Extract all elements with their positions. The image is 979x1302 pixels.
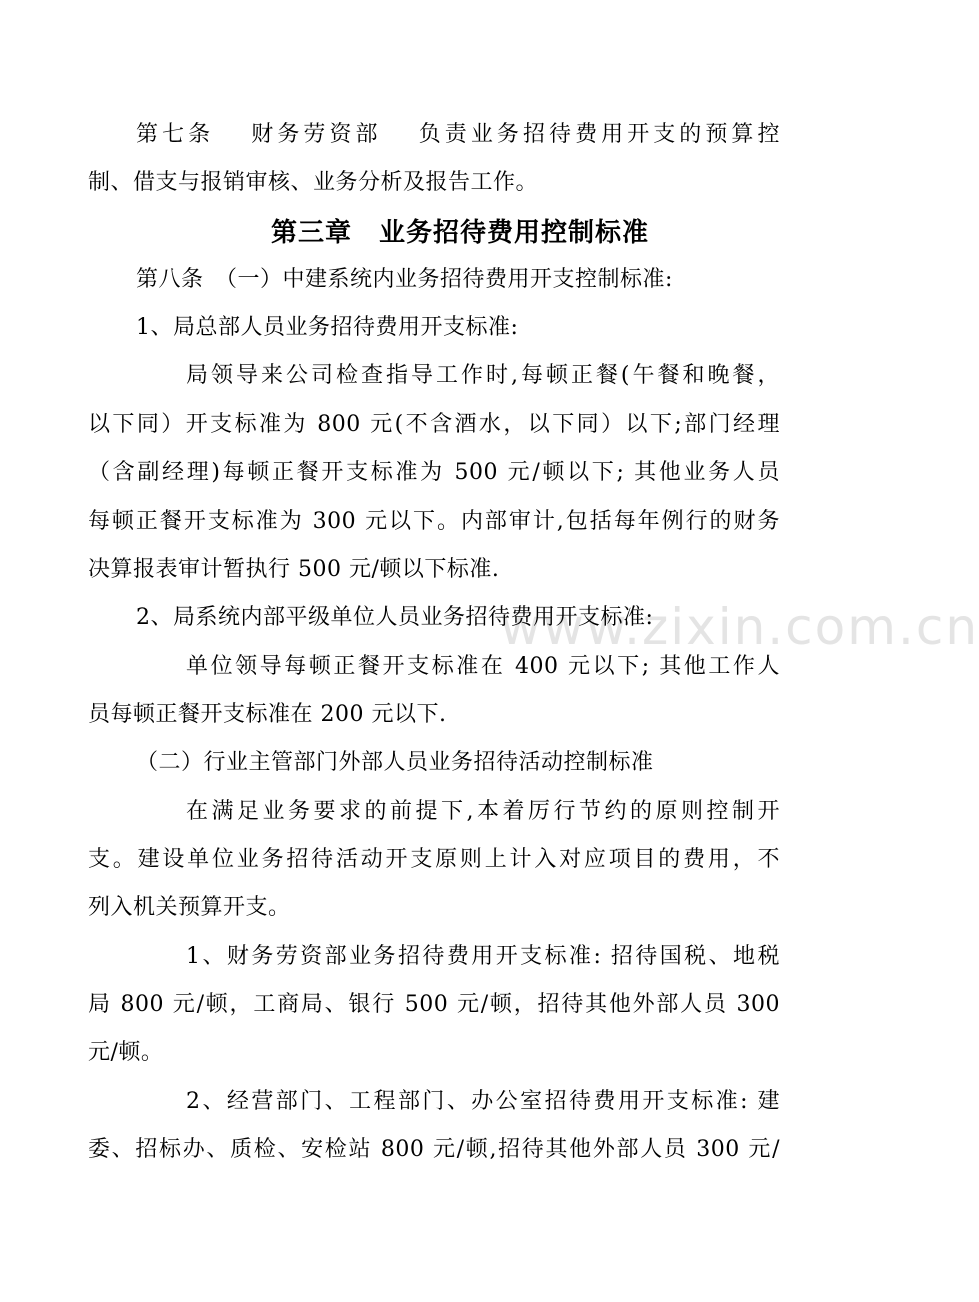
paragraph-1-line-1: 局领导来公司检查指导工作时,每顿正餐(午餐和晚餐， [186, 363, 780, 388]
paragraph-5-line-2: 委、招标办、质检、安检站 800 元/顿,招待其他外部人员 300 元/ [88, 1137, 780, 1162]
paragraph-4-line-3: 元/顿。 [88, 1040, 164, 1065]
subsection-2-title: （二）行业主管部门外部人员业务招待活动控制标准 [136, 750, 654, 775]
paragraph-3-line-2: 支。建设单位业务招待活动开支原则上计入对应项目的费用，不 [88, 847, 780, 872]
section-2-title: 2、局系统内部平级单位人员业务招待费用开支标准: [136, 605, 654, 630]
paragraph-3-line-1: 在满足业务要求的前提下,本着厉行节约的原则控制开 [186, 799, 780, 824]
paragraph-4-line-1: 1、财务劳资部业务招待费用开支标准: 招待国税、地税 [186, 944, 780, 969]
paragraph-1-line-2: 以下同）开支标准为 800 元(不含酒水，以下同）以下;部门经理 [88, 412, 780, 437]
paragraph-4-line-2: 局 800 元/顿，工商局、银行 500 元/顿，招待其他外部人员 300 [88, 992, 780, 1017]
article-7-line-2: 制、借支与报销审核、业务分析及报告工作。 [88, 170, 539, 195]
paragraph-3-line-3: 列入机关预算开支。 [88, 895, 291, 920]
paragraph-2-line-1: 单位领导每顿正餐开支标准在 400 元以下; 其他工作人 [186, 654, 780, 679]
paragraph-1-line-5: 决算报表审计暂执行 500 元/顿以下标准. [88, 557, 500, 582]
section-1-title: 1、局总部人员业务招待费用开支标准: [136, 315, 519, 340]
paragraph-2-line-2: 员每顿正餐开支标准在 200 元以下. [88, 702, 447, 727]
article-7-line-1: 第七条 财务劳资部 负责业务招待费用开支的预算控 [136, 122, 780, 147]
paragraph-5-line-1: 2、经营部门、工程部门、办公室招待费用开支标准: 建 [186, 1089, 780, 1114]
watermark: www.zixin.com.cn [500, 598, 979, 656]
article-8-line: 第八条 （一）中建系统内业务招待费用开支控制标准: [136, 267, 673, 292]
paragraph-1-line-4: 每顿正餐开支标准为 300 元以下。内部审计,包括每年例行的财务 [88, 509, 780, 534]
paragraph-1-line-3: （含副经理)每顿正餐开支标准为 500 元/顿以下; 其他业务人员 [88, 460, 780, 485]
chapter-3-heading: 第三章 业务招待费用控制标准 [270, 218, 649, 248]
